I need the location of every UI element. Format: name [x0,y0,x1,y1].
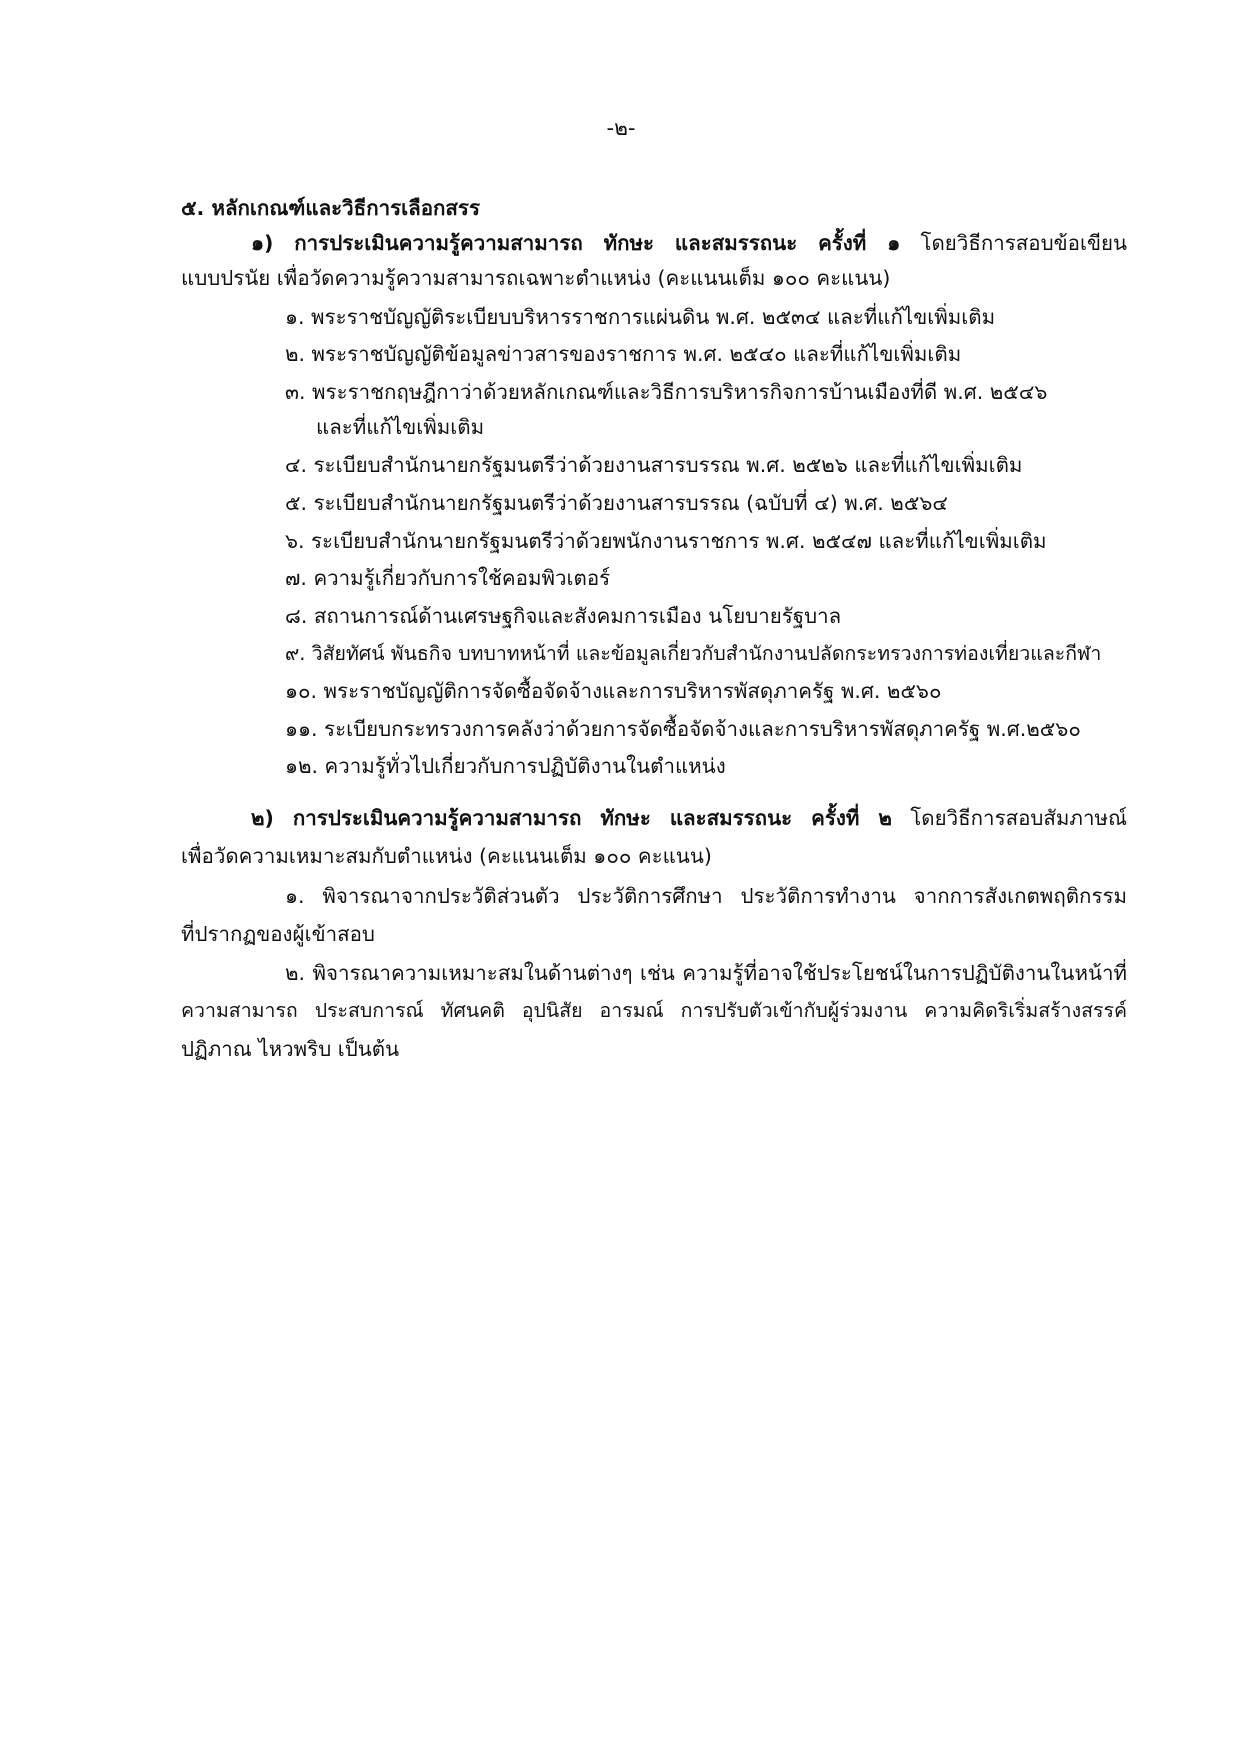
list-item: ๒. พระราชบัญญัติข้อมูลข่าวสารของราชการ พ.ศ. ๒๕๔๐ และที่แก้ไขเพิ่มเติม [285,342,962,366]
list-item: ๑๑. ระเบียบกระทรวงการคลังว่าด้วยการจัดซื้อจัดจ้างและการบริหารพัสดุภาครัฐ พ.ศ.๒๕๖๐ [285,717,1081,741]
section2-para2-line3: ปฏิภาณ ไหวพริบ เป็นต้น [181,1037,400,1061]
section1-continuation: แบบปรนัย เพื่อวัดความรู้ความสามารถเฉพาะตำแหน่ง (คะแนนเต็ม ๑๐๐ คะแนน) [181,266,891,290]
page-number: -๒- [606,116,636,140]
list-item: ๑๐. พระราชบัญญัติการจัดซื้อจัดจ้างและการบริหารพัสดุภาครัฐ พ.ศ. ๒๕๖๐ [285,679,942,703]
section1-title-bold: ๑) การประเมินความรู้ความสามารถ ทักษะ และสมรรถนะ ครั้งที่ ๑ [251,231,901,255]
section-heading: ๕. หลักเกณฑ์และวิธีการเลือกสรร [181,196,480,220]
list-item: ๔. ระเบียบสำนักนายกรัฐมนตรีว่าด้วยงานสารบรรณ พ.ศ. ๒๕๒๖ และที่แก้ไขเพิ่มเติม [285,453,1023,477]
section2-title [251,805,1127,831]
section2-title-rest: โดยวิธีการสอบสัมภาษณ์ [910,806,1127,830]
list-item: ๖. ระเบียบสำนักนายกรัฐมนตรีว่าด้วยพนักงานราชการ พ.ศ. ๒๕๔๗ และที่แก้ไขเพิ่มเติม [285,529,1047,553]
list-item: ๙. วิสัยทัศน์ พันธกิจ บทบาทหน้าที่ และข้อมูลเกี่ยวกับสำนักงานปลัดกระทรวงการท่องเที่ยวและกีฬา [285,642,1102,665]
list-item: ๑. พระราชบัญญัติระเบียบบริหารราชการแผ่นดิน พ.ศ. ๒๕๓๔ และที่แก้ไขเพิ่มเติม [285,305,996,329]
section1-title [251,230,1127,256]
list-item: ๗. ความรู้เกี่ยวกับการใช้คอมพิวเตอร์ [285,566,611,590]
list-item: ๘. สถานการณ์ด้านเศรษฐกิจและสังคมการเมือง นโยบายรัฐบาล [285,604,842,628]
section2-para2-line1: ๒. พิจารณาความเหมาะสมในด้านต่างๆ เช่น ความรู้ที่อาจใช้ประโยชน์ในการปฏิบัติงานในหน้าที่ [285,961,1127,985]
list-item: ๑๒. ความรู้ทั่วไปเกี่ยวกับการปฏิบัติงานในตำแหน่ง [285,754,726,778]
list-item: ๕. ระเบียบสำนักนายกรัฐมนตรีว่าด้วยงานสารบรรณ (ฉบับที่ ๔) พ.ศ. ๒๕๖๔ [285,491,948,515]
section2-continuation: เพื่อวัดความเหมาะสมกับตำแหน่ง (คะแนนเต็ม ๑๐๐ คะแนน) [181,844,712,868]
list-item-continuation: และที่แก้ไขเพิ่มเติม [316,415,485,439]
section2-title-bold: ๒) การประเมินความรู้ความสามารถ ทักษะ และสมรรถนะ ครั้งที่ ๒ [251,806,892,830]
section2-para1-line1: ๑. พิจารณาจากประวัติส่วนตัว ประวัติการศึกษา ประวัติการทำงาน จากการสังเกตพฤติกรรม [285,884,1127,908]
section2-para2-line2: ความสามารถ ประสบการณ์ ทัศนคติ อุปนิสัย อารมณ์ การปรับตัวเข้ากับผู้ร่วมงาน ความคิดริเริ่มสร้างสรรค์ [181,999,1127,1022]
section2-para1-line2: ที่ปรากฏของผู้เข้าสอบ [181,922,375,946]
list-item: ๓. พระราชกฤษฎีกาว่าด้วยหลักเกณฑ์และวิธีการบริหารกิจการบ้านเมืองที่ดี พ.ศ. ๒๕๔๖ [285,380,1048,404]
section1-title-rest: โดยวิธีการสอบข้อเขียน [920,231,1127,255]
